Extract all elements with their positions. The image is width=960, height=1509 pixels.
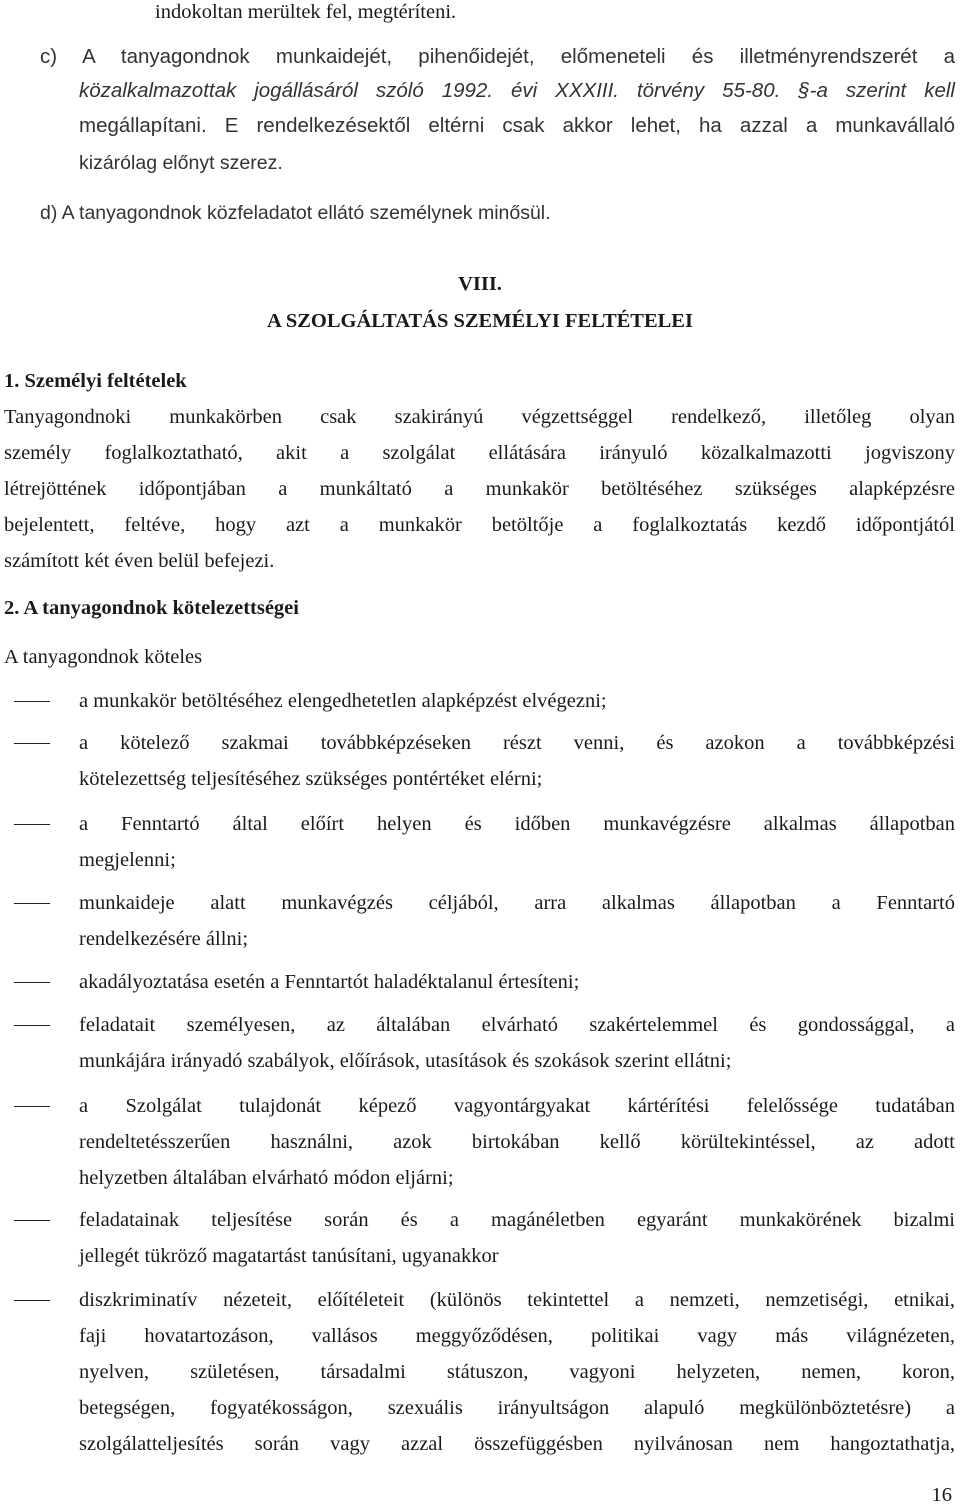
obligation-item [79, 891, 955, 963]
obligation-line: betegségen, fogyatékosságon, szexuális irányultságon alapuló megkülönböztetésre) a [79, 1397, 955, 1419]
obligation-line: faji hovatartozáson, vallásos meggyőződésen, politikai vagy más világnézeten, [79, 1325, 955, 1347]
obligation-item [79, 731, 955, 803]
obligation-item [79, 812, 955, 884]
dash-bullet-icon [14, 982, 50, 983]
obligation-item [79, 970, 955, 1006]
obligation-line: szolgálatteljesítés során vagy azzal összefüggésben nyilvánosan nem hangoztathatja, [79, 1433, 955, 1455]
section-2-heading: 2. A tanyagondnok kötelezettségei [4, 597, 299, 619]
obligation-line: kötelezettség teljesítéséhez szükséges pontértéket elérni; [79, 768, 543, 790]
dash-bullet-icon [14, 824, 50, 825]
obligation-line: rendelkezésére állni; [79, 928, 249, 950]
dash-bullet-icon [14, 1220, 50, 1221]
dash-bullet-icon [14, 1106, 50, 1107]
continued-text-line: indokoltan merültek fel, megtéríteni. [155, 1, 457, 23]
obligation-line: feladatait személyesen, az általában elvárható szakértelemmel és gondossággal, a [79, 1014, 955, 1036]
obligation-line: a munkakör betöltéséhez elengedhetetlen alapképzést elvégezni; [79, 690, 607, 712]
obligation-line: megjelenni; [79, 849, 176, 871]
section-1-line-3: létrejöttének időpontjában a munkáltató a munkakör betöltéséhez szükséges alapképzésre [4, 478, 955, 500]
section-1-line-5: számított két éven belül befejezi. [4, 550, 275, 572]
section-2-intro: A tanyagondnok köteles [4, 646, 203, 668]
section-1-line-2: személy foglalkoztatható, akit a szolgálat ellátására irányuló közalkalmazotti jogviszony [4, 442, 955, 464]
obligation-item [79, 1288, 955, 1432]
dash-bullet-icon [14, 1300, 50, 1301]
dash-bullet-icon [14, 903, 50, 904]
dash-bullet-icon [14, 1025, 50, 1026]
obligation-line: a Szolgálat tulajdonát képező vagyontárgyakat kártérítési felelőssége tudatában [79, 1095, 955, 1117]
section-1-line-1: Tanyagondnoki munkakörben csak szakirányú végzettséggel rendelkező, illetőleg olyan [4, 406, 955, 428]
dash-bullet-icon [14, 743, 50, 744]
dash-bullet-icon [14, 701, 50, 702]
obligation-line: feladatainak teljesítése során és a magánéletben egyaránt munkakörének bizalmi [79, 1209, 955, 1231]
obligation-line: akadályoztatása esetén a Fenntartót haladéktalanul értesíteni; [79, 971, 580, 993]
item-c-line-3: megállapítani. E rendelkezésektől eltérni csak akkor lehet, ha azzal a munkavállaló [79, 114, 955, 137]
obligation-line: rendeltetésszerűen használni, azok birtokában kellő körültekintéssel, az adott [79, 1131, 955, 1153]
obligation-item [79, 1013, 955, 1085]
chapter-number: VIII. [458, 273, 502, 295]
page-number: 16 [931, 1484, 952, 1506]
obligation-line: munkaideje alatt munkavégzés céljából, arra alkalmas állapotban a Fenntartó [79, 892, 955, 914]
obligation-item [79, 1094, 955, 1202]
obligation-line: a Fenntartó által előírt helyen és időben munkavégzésre alkalmas állapotban [79, 813, 955, 835]
section-1-line-4: bejelentett, feltéve, hogy azt a munkakör betöltője a foglalkoztatás kezdő időpontjától [4, 514, 955, 536]
obligation-line: nyelven, születésen, társadalmi státuszon, vagyoni helyzeten, nemen, koron, [79, 1361, 955, 1383]
obligation-line: munkájára irányadó szabályok, előírások, utasítások és szokások szerint ellátni; [79, 1050, 732, 1072]
obligation-item [79, 689, 955, 725]
obligation-line: a kötelező szakmai továbbképzéseken részt venni, és azokon a továbbképzési [79, 732, 955, 754]
section-1-heading: 1. Személyi feltételek [4, 370, 187, 392]
obligation-item [79, 1208, 955, 1280]
item-d-line: d) A tanyagondnok közfeladatot ellátó személynek minősül. [40, 202, 551, 224]
obligation-line: jellegét tükröző magatartást tanúsítani, ugyanakkor [79, 1245, 499, 1267]
chapter-title: A SZOLGÁLTATÁS SZEMÉLYI FELTÉTELEI [267, 310, 693, 332]
item-c-line-2: közalkalmazottak jogállásáról szóló 1992. évi XXXIII. törvény 55-80. §-a szerint kell [79, 79, 955, 102]
obligation-line: diszkriminatív nézeteit, előítéleteit (különös tekintettel a nemzeti, nemzetiségi, etnikai, [79, 1289, 955, 1311]
obligation-line: helyzetben általában elvárható módon eljárni; [79, 1167, 454, 1189]
item-c-line-1: c) A tanyagondnok munkaidejét, pihenőidejét, előmeneteli és illetményrendszerét a [40, 45, 955, 68]
item-c-line-4: kizárólag előnyt szerez. [79, 152, 283, 174]
